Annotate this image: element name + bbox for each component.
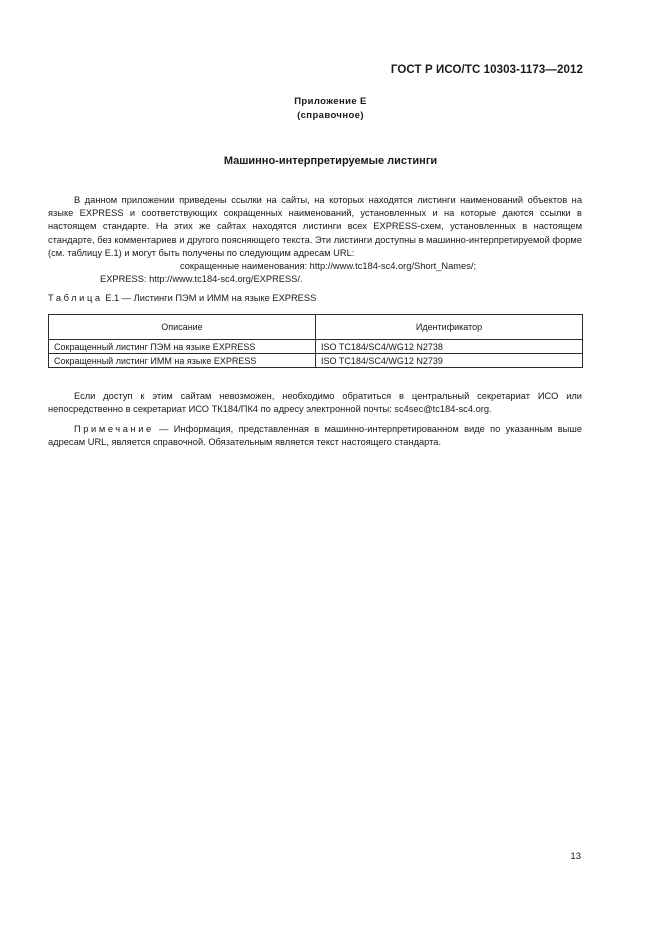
note-text: — Информация, представленная в машинно-интерпретированном виде по указанным выше адресам URL, является справочной. Обязательным является текст настоящего стандарта. [48, 424, 582, 448]
intro-block [48, 194, 582, 286]
note-paragraph [48, 423, 582, 449]
access-paragraph: Если доступ к этим сайтам невозможен, необходимо обратиться в центральный секретариат ИСО или непосредственно в секретариат ИСО ТК184/ПК4 по адресу электронной почты: sc4sec@tc184-sc4.org. [48, 391, 582, 415]
table-cell-identifier: ISO TC184/SC4/WG12 N2739 [316, 354, 583, 368]
access-paragraph-block [48, 390, 582, 416]
url-express: EXPRESS: http://www.tc184-sc4.org/EXPRESS/. [100, 274, 303, 285]
table-cell-description: Сокращенный листинг ИММ на языке EXPRESS [49, 354, 316, 368]
appendix-heading [0, 95, 661, 123]
table-header-identifier: Идентификатор [316, 315, 583, 340]
table-header-description: Описание [49, 315, 316, 340]
page-number: 13 [570, 851, 581, 862]
table-row [49, 340, 583, 354]
appendix-title: Приложение Е [294, 96, 367, 107]
note-block [48, 423, 582, 449]
table-caption-prefix: Таблица [48, 293, 103, 303]
table-row [49, 354, 583, 368]
section-title: Машинно-интерпретируемые листинги [223, 155, 438, 167]
url-short-names: сокращенные наименования: http://www.tc184-sc4.org/Short_Names/; [180, 261, 477, 272]
intro-paragraph: В данном приложении приведены ссылки на сайты, на которых находятся листинги наименований объектов на языке EXPRESS и соответствующих сокращенных наименований, установленных и на которые даются ссылки в настоящем стандарте. На этих же сайтах находятся листинги всех EXPRESS-схем, установленных в настоящем стандарте, без комментариев и другого поясняющего текста. Эти листинги доступны в машинно-интерпретируемой форме (см. таблицу Е.1) и могут быть получены по следующим адресам URL: [48, 195, 582, 258]
listings-table [48, 314, 583, 368]
appendix-type: (справочное) [297, 110, 364, 121]
table-cell-description: Сокращенный листинг ПЭМ на языке EXPRESS [49, 340, 316, 354]
note-label: Примечание [74, 424, 154, 434]
table-caption-text: Е.1 — Листинги ПЭМ и ИММ на языке EXPRESS [102, 293, 317, 303]
table-cell-identifier: ISO TC184/SC4/WG12 N2738 [316, 340, 583, 354]
table-header-row [49, 315, 583, 340]
standard-code: ГОСТ Р ИСО/ТС 10303-1173—2012 [390, 64, 583, 76]
table-caption [48, 293, 316, 303]
